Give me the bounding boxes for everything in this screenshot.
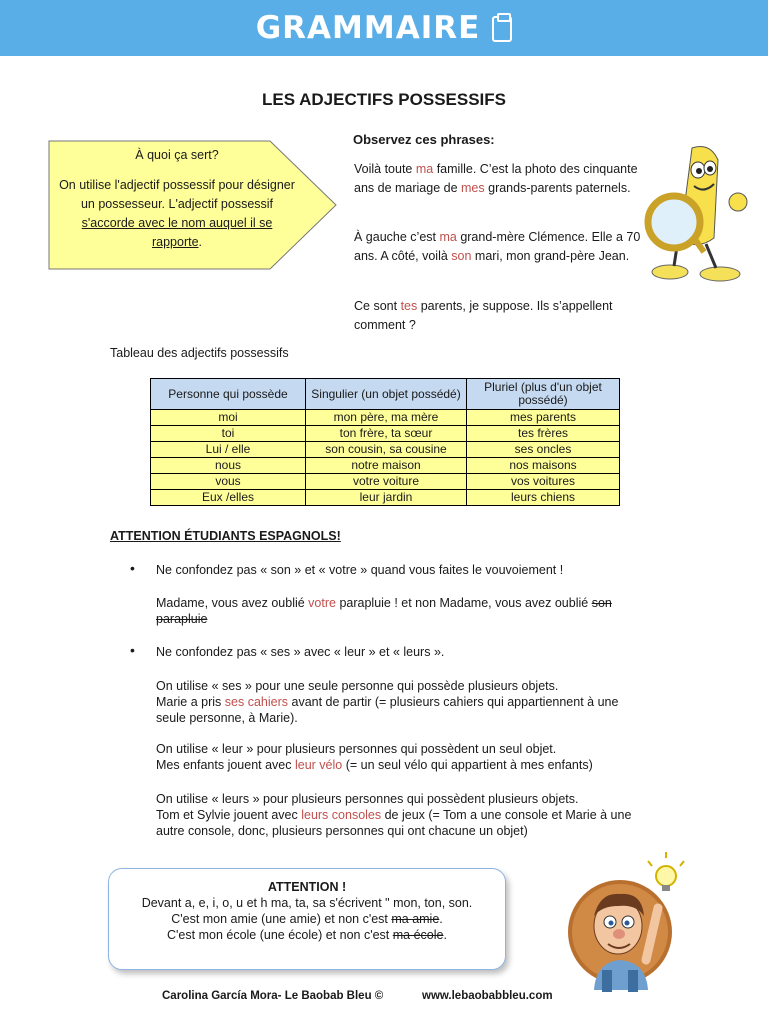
observe-title: Observez ces phrases: xyxy=(353,132,495,147)
p1-highlight-1: ma xyxy=(415,162,434,176)
bullet-icon: • xyxy=(130,560,135,576)
header-banner xyxy=(0,0,768,56)
table-row xyxy=(151,490,620,506)
ses-text-a: Marie a pris xyxy=(156,695,225,709)
table-cell: Eux /elles xyxy=(151,490,306,506)
table-row xyxy=(151,426,620,442)
table-header-row xyxy=(151,379,620,410)
leur-explanation xyxy=(156,741,646,773)
callout-question: À quoi ça sert? xyxy=(135,148,219,162)
table-row xyxy=(151,442,620,458)
purpose-callout xyxy=(48,140,338,270)
footer-website-link[interactable]: www.lebaobabbleu.com xyxy=(422,990,553,1002)
table-cell: vos voitures xyxy=(467,474,620,490)
note-line-2 xyxy=(109,911,505,927)
note-line-3-a: C'est mon école (une école) et non c'est xyxy=(167,928,393,942)
table-cell: Lui / elle xyxy=(151,442,306,458)
table-cell: moi xyxy=(151,410,306,426)
p2-highlight-1: ma xyxy=(439,230,457,244)
attention-note-box xyxy=(108,868,506,970)
rule-1-example xyxy=(156,595,646,627)
header-title: GRAMMAIRE xyxy=(255,10,481,46)
magnifier-mascot-illustration xyxy=(640,140,752,290)
callout-line-b: s'accorde avec le nom auquel il se rapporte xyxy=(81,216,273,249)
ses-explanation xyxy=(156,678,646,726)
leurs-highlight: leurs consoles xyxy=(301,808,382,822)
observe-paragraph-2 xyxy=(354,228,644,266)
rule-2: Ne confondez pas « ses » avec « leur » et « leurs ». xyxy=(156,645,445,659)
callout-text xyxy=(58,146,296,252)
table-cell: vous xyxy=(151,474,306,490)
note-line-1: Devant a, e, i, o, u et h ma, ta, sa s'écrivent " mon, ton, son. xyxy=(141,896,473,910)
idea-boy-illustration xyxy=(566,850,696,1005)
ses-line-1: On utilise « ses » pour une seule personne qui possède plusieurs objets. xyxy=(156,679,559,693)
note-line-2-strike: ma amie xyxy=(391,912,440,926)
p1-text-a: Voilà toute xyxy=(354,162,416,176)
leur-text-a: Mes enfants jouent avec xyxy=(156,758,295,772)
table-label: Tableau des adjectifs possessifs xyxy=(110,346,289,360)
clipboard-icon xyxy=(492,16,512,42)
table-cell: ses oncles xyxy=(467,442,620,458)
table-cell: notre maison xyxy=(306,458,467,474)
leur-highlight: leur vélo xyxy=(294,758,343,772)
note-line-3-dot: . xyxy=(443,928,447,942)
table-row xyxy=(151,474,620,490)
p2-text-b: grand-mère Clémence. Elle a 70 ans. A côté, voilà xyxy=(354,230,641,263)
table-cell: votre voiture xyxy=(306,474,467,490)
note-line-3 xyxy=(109,927,505,943)
leurs-text-a: Tom et Sylvie jouent avec xyxy=(156,808,302,822)
ex1-text-a: Madame, vous avez oublié xyxy=(156,596,309,610)
leurs-text-b: de jeux (= Tom a une console et Marie à une autre console, donc, plusieurs personnes qui ont chacune un objet) xyxy=(156,808,632,838)
p2-highlight-2: son xyxy=(451,249,472,263)
table-cell: leur jardin xyxy=(306,490,467,506)
leurs-example xyxy=(156,807,652,839)
note-line-2-dot: . xyxy=(439,912,443,926)
table-cell: toi xyxy=(151,426,306,442)
p3-text-a: Ce sont xyxy=(354,299,401,313)
p3-text-b: parents, je suppose. Ils s’appellent comment ? xyxy=(354,299,613,332)
rule-1: Ne confondez pas « son » et « votre » quand vous faites le vouvoiement ! xyxy=(156,563,564,577)
possessives-table xyxy=(150,378,620,506)
ex1-strike: son parapluie xyxy=(156,596,612,626)
page-title: LES ADJECTIFS POSSESSIFS xyxy=(261,90,507,109)
p1-text-b: famille. C’est la photo des cinquante ans de mariage de xyxy=(354,162,638,195)
table-row xyxy=(151,410,620,426)
table-cell: leurs chiens xyxy=(467,490,620,506)
table-cell: mon père, ma mère xyxy=(306,410,467,426)
ex1-text-b: parapluie ! et non Madame, vous avez oublié xyxy=(335,596,592,610)
leur-line-1: On utilise « leur » pour plusieurs personnes qui possèdent un seul objet. xyxy=(156,742,557,756)
observe-paragraph-1 xyxy=(354,160,644,198)
note-line-3-strike: ma école xyxy=(392,928,444,942)
callout-line-a: On utilise l'adjectif possessif pour désigner un possesseur. L'adjectif possessif xyxy=(59,178,295,211)
leur-example xyxy=(156,757,646,773)
ses-text-b: avant de partir (= plusieurs cahiers qui appartiennent à une seule personne, à Marie). xyxy=(156,695,619,725)
table-cell: nous xyxy=(151,458,306,474)
ex1-highlight: votre xyxy=(308,596,336,610)
table-cell: mes parents xyxy=(467,410,620,426)
callout-line-c: . xyxy=(198,235,203,249)
note-text xyxy=(109,879,505,943)
table-cell: tes frères xyxy=(467,426,620,442)
header-singular: Singulier (un objet possédé) xyxy=(306,379,467,410)
note-line-2-a: C'est mon amie (une amie) et non c'est xyxy=(171,912,392,926)
p1-text-c: grands-parents paternels. xyxy=(484,181,631,195)
table-cell: son cousin, sa cousine xyxy=(306,442,467,458)
table-row xyxy=(151,458,620,474)
p1-highlight-2: mes xyxy=(461,181,485,195)
footer-author: Carolina García Mora- Le Baobab Bleu © xyxy=(162,990,384,1002)
header-plural: Pluriel (plus d'un objet possédé) xyxy=(467,379,620,410)
p2-text-a: À gauche c’est xyxy=(354,230,440,244)
ses-example xyxy=(156,694,646,726)
leur-text-b: (= un seul vélo qui appartient à mes enfants) xyxy=(342,758,593,772)
leurs-line-1: On utilise « leurs » pour plusieurs personnes qui possèdent plusieurs objets. xyxy=(156,792,579,806)
ses-highlight: ses cahiers xyxy=(224,695,289,709)
p2-text-c: mari, mon grand-père Jean. xyxy=(471,249,630,263)
table-cell: nos maisons xyxy=(467,458,620,474)
p3-highlight-1: tes xyxy=(400,299,418,313)
bullet-icon: • xyxy=(130,642,135,658)
attention-spanish-title: ATTENTION ÉTUDIANTS ESPAGNOLS! xyxy=(110,529,341,543)
note-title: ATTENTION ! xyxy=(267,880,347,894)
table-cell: ton frère, ta sœur xyxy=(306,426,467,442)
leurs-explanation xyxy=(156,791,652,839)
observe-paragraph-3 xyxy=(354,297,644,335)
header-person: Personne qui possède xyxy=(151,379,306,410)
